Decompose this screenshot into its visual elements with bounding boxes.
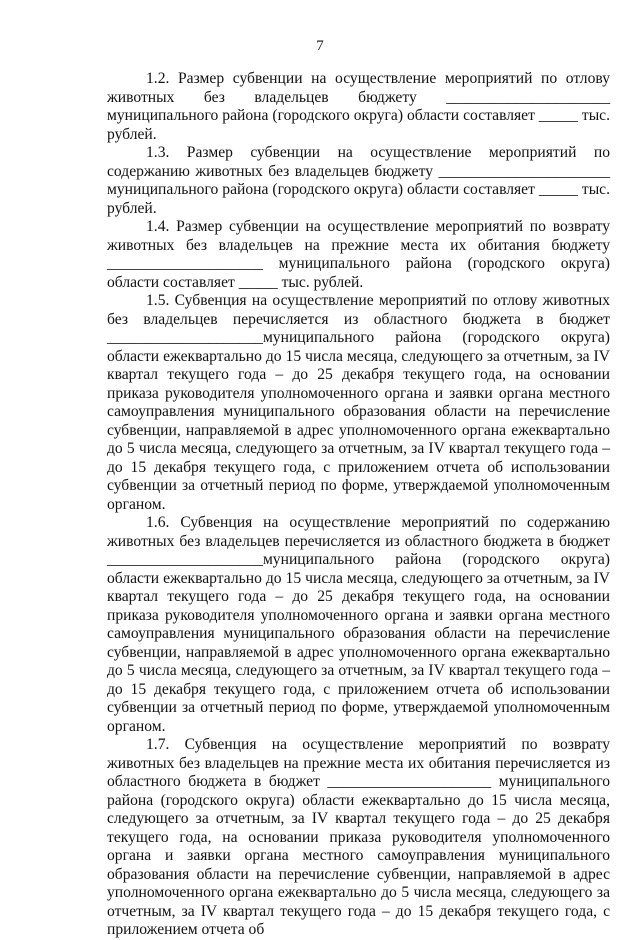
paragraph-1-7: 1.7. Субвенция на осуществление мероприятий по возврату животных без владельцев на прежние места их обитания перечисляется из областного бюджета в бюджет _____________________ муниципального района (городского округа) области ежеквартально до 15 числа месяца, следующего за отчетным, за IV квартал текущего года – до 25 декабря текущего года, на основании приказа руководителя уполномоченного органа и заявки органа местного самоуправления муниципального образования области на перечисление субвенции, направляемой в адрес уполномоченного органа ежеквартально до 5 числа месяца, следующего за отчетным, за IV квартал текущего года – до 15 декабря текущего года, с приложением отчета об	[107, 736, 610, 938]
page-number: 7	[316, 38, 324, 54]
paragraph-1-5: 1.5. Субвенция на осуществление мероприятий по отлову животных без владельцев перечисляется из областного бюджета в бюджет ____________________муниципального района (городского округа) области ежеквартально до 15 числа месяца, следующего за отчетным, за IV квартал текущего года – до 25 декабря текущего года, на основании приказа руководителя уполномоченного органа и заявки органа местного самоуправления муниципального образования области на перечисление субвенции, направляемой в адрес уполномоченного органа ежеквартально до 5 числа месяца, следующего за отчетным, за IV квартал текущего года – до 15 декабря текущего года, с приложением отчета об использовании субвенции за отчетный период по форме, утверждаемой уполномоченным органом.	[107, 292, 610, 513]
paragraph-1-3: 1.3. Размер субвенции на осуществление мероприятий по содержанию животных без владельцев бюджету ______________________ муниципального района (городского округа) области составляет _____ тыс. рублей.	[107, 144, 610, 217]
document-body	[107, 70, 610, 940]
paragraph-1-2: 1.2. Размер субвенции на осуществление мероприятий по отлову животных без владельцев бюджету _____________________ муниципального района (городского округа) области составляет _____ тыс. рублей.	[107, 70, 610, 143]
paragraph-1-4: 1.4. Размер субвенции на осуществление мероприятий по возврату животных без владельцев на прежние места их обитания бюджету ____________________ муниципального района (городского округа) области составляет _____ тыс. рублей.	[107, 218, 610, 291]
paragraph-1-6: 1.6. Субвенция на осуществление мероприятий по содержанию животных без владельцев перечисляется из областного бюджета в бюджет ____________________муниципального района (городского округа) области ежеквартально до 15 числа месяца, следующего за отчетным, за IV квартал текущего года – до 25 декабря текущего года, на основании приказа руководителя уполномоченного органа и заявки органа местного самоуправления муниципального образования области на перечисление субвенции, направляемой в адрес уполномоченного органа ежеквартально до 5 числа месяца, следующего за отчетным, за IV квартал текущего года – до 15 декабря текущего года, с приложением отчета об использовании субвенции за отчетный период по форме, утверждаемой уполномоченным органом.	[107, 514, 610, 735]
